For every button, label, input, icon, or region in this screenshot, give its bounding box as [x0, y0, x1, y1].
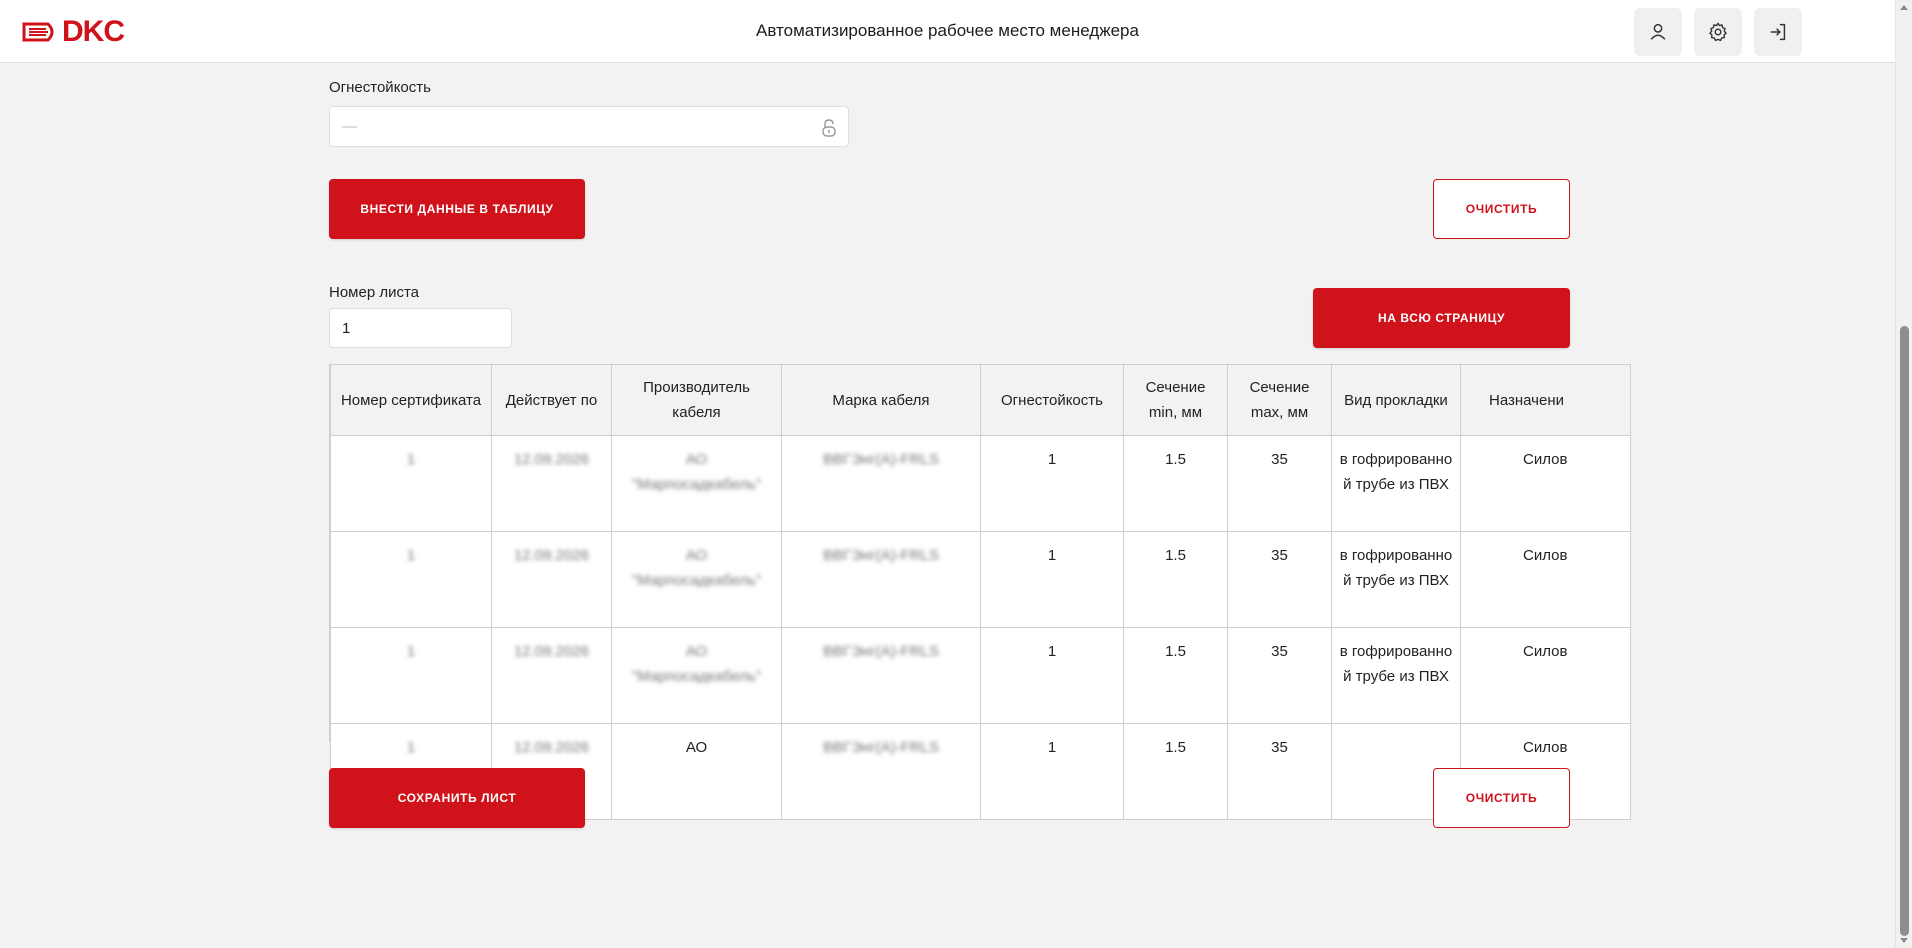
table-cell[interactable]: 1	[981, 532, 1124, 628]
table-cell[interactable]: 12.09.2026	[492, 724, 612, 820]
table-cell[interactable]: АО "Марпосадкабель"	[612, 532, 782, 628]
table-cell[interactable]: 1.5	[1124, 724, 1228, 820]
page-scrollbar[interactable]	[1895, 0, 1912, 948]
table-cell[interactable]: 1.5	[1124, 628, 1228, 724]
table-row[interactable]	[331, 436, 1631, 532]
table-cell[interactable]: в гофрированной трубе из ПВХ	[1332, 436, 1461, 532]
scroll-up-icon[interactable]	[1900, 5, 1908, 10]
user-icon	[1647, 21, 1669, 43]
logout-button[interactable]	[1754, 8, 1802, 56]
lock-icon	[820, 118, 838, 138]
clear-table-button[interactable]: ОЧИСТИТЬ	[1433, 768, 1570, 828]
fire-resistance-field[interactable]	[329, 106, 849, 147]
table-cell[interactable]: АО	[612, 724, 782, 820]
column-header[interactable]: Огнестойкость	[981, 365, 1124, 436]
table-cell[interactable]: АО "Марпосадкабель"	[612, 628, 782, 724]
profile-button[interactable]	[1634, 8, 1682, 56]
sheet-number-input[interactable]	[329, 308, 512, 348]
table-cell[interactable]: 35	[1228, 532, 1332, 628]
column-header[interactable]: Сечение max, мм	[1228, 365, 1332, 436]
add-to-table-button[interactable]: ВНЕСТИ ДАННЫЕ В ТАБЛИЦУ	[329, 179, 585, 239]
table-cell[interactable]: 1.5	[1124, 436, 1228, 532]
column-header[interactable]: Производитель кабеля	[612, 365, 782, 436]
page-title: Автоматизированное рабочее место менеджера	[756, 21, 1139, 40]
table-cell[interactable]: 1	[331, 724, 492, 820]
table-cell[interactable]: АО "Марпосадкабель"	[612, 436, 782, 532]
column-header[interactable]: Действует по	[492, 365, 612, 436]
table-cell[interactable]: в гофрированной трубе из ПВХ	[1332, 628, 1461, 724]
logout-icon	[1767, 21, 1789, 43]
sheet-number-value: 1	[342, 319, 351, 337]
clear-form-button[interactable]: ОЧИСТИТЬ	[1433, 179, 1570, 239]
table-cell[interactable]: 35	[1228, 436, 1332, 532]
table-cell[interactable]: 1	[331, 436, 492, 532]
fullscreen-button[interactable]: НА ВСЮ СТРАНИЦУ	[1313, 288, 1570, 348]
table-cell[interactable]: в гофрированной трубе из ПВХ	[1332, 532, 1461, 628]
fire-resistance-value: —	[342, 118, 357, 135]
logo-mark-icon	[22, 20, 58, 44]
fire-resistance-label: Огнестойкость	[329, 79, 431, 96]
table-cell[interactable]: 12.09.2026	[492, 436, 612, 532]
save-sheet-button[interactable]: СОХРАНИТЬ ЛИСТ	[329, 768, 585, 828]
gear-icon	[1707, 21, 1729, 43]
table-cell[interactable]: ВВГЭнг(А)-FRLS	[782, 436, 981, 532]
table-header-row	[331, 365, 1631, 436]
table-cell[interactable]: Силов	[1461, 724, 1631, 820]
table-cell[interactable]: 12.09.2026	[492, 532, 612, 628]
table-cell[interactable]: Силов	[1461, 532, 1631, 628]
table-row[interactable]	[331, 532, 1631, 628]
table-cell[interactable]: 1	[981, 628, 1124, 724]
table-row[interactable]	[331, 628, 1631, 724]
table-cell[interactable]: 1	[331, 628, 492, 724]
settings-button[interactable]	[1694, 8, 1742, 56]
logo-text: DKC	[62, 15, 124, 48]
table-cell[interactable]: 35	[1228, 628, 1332, 724]
column-header[interactable]: Вид прокладки	[1332, 365, 1461, 436]
scroll-down-icon[interactable]	[1900, 938, 1908, 943]
dkc-logo[interactable]	[22, 15, 124, 48]
app-header	[0, 0, 1895, 63]
table-cell[interactable]: 12.09.2026	[492, 628, 612, 724]
sheet-number-label: Номер листа	[329, 284, 420, 301]
table-cell[interactable]: 1.5	[1124, 532, 1228, 628]
scrollbar-thumb[interactable]	[1900, 326, 1909, 936]
table-cell[interactable]: ВВГЭнг(А)-FRLS	[782, 724, 981, 820]
table-cell[interactable]: ВВГЭнг(А)-FRLS	[782, 532, 981, 628]
table-cell[interactable]: ВВГЭнг(А)-FRLS	[782, 628, 981, 724]
table-cell[interactable]: Силов	[1461, 436, 1631, 532]
column-header[interactable]: Номер сертификата	[331, 365, 492, 436]
column-header[interactable]: Назначени	[1461, 365, 1631, 436]
table-cell[interactable]: 35	[1228, 724, 1332, 820]
column-header[interactable]: Сечение min, мм	[1124, 365, 1228, 436]
column-header[interactable]: Марка кабеля	[782, 365, 981, 436]
table-cell[interactable]: 1	[981, 436, 1124, 532]
table-cell[interactable]: 1	[981, 724, 1124, 820]
table-cell[interactable]: 1	[331, 532, 492, 628]
certificates-table[interactable]	[329, 364, 1570, 756]
table-cell[interactable]: Силов	[1461, 628, 1631, 724]
